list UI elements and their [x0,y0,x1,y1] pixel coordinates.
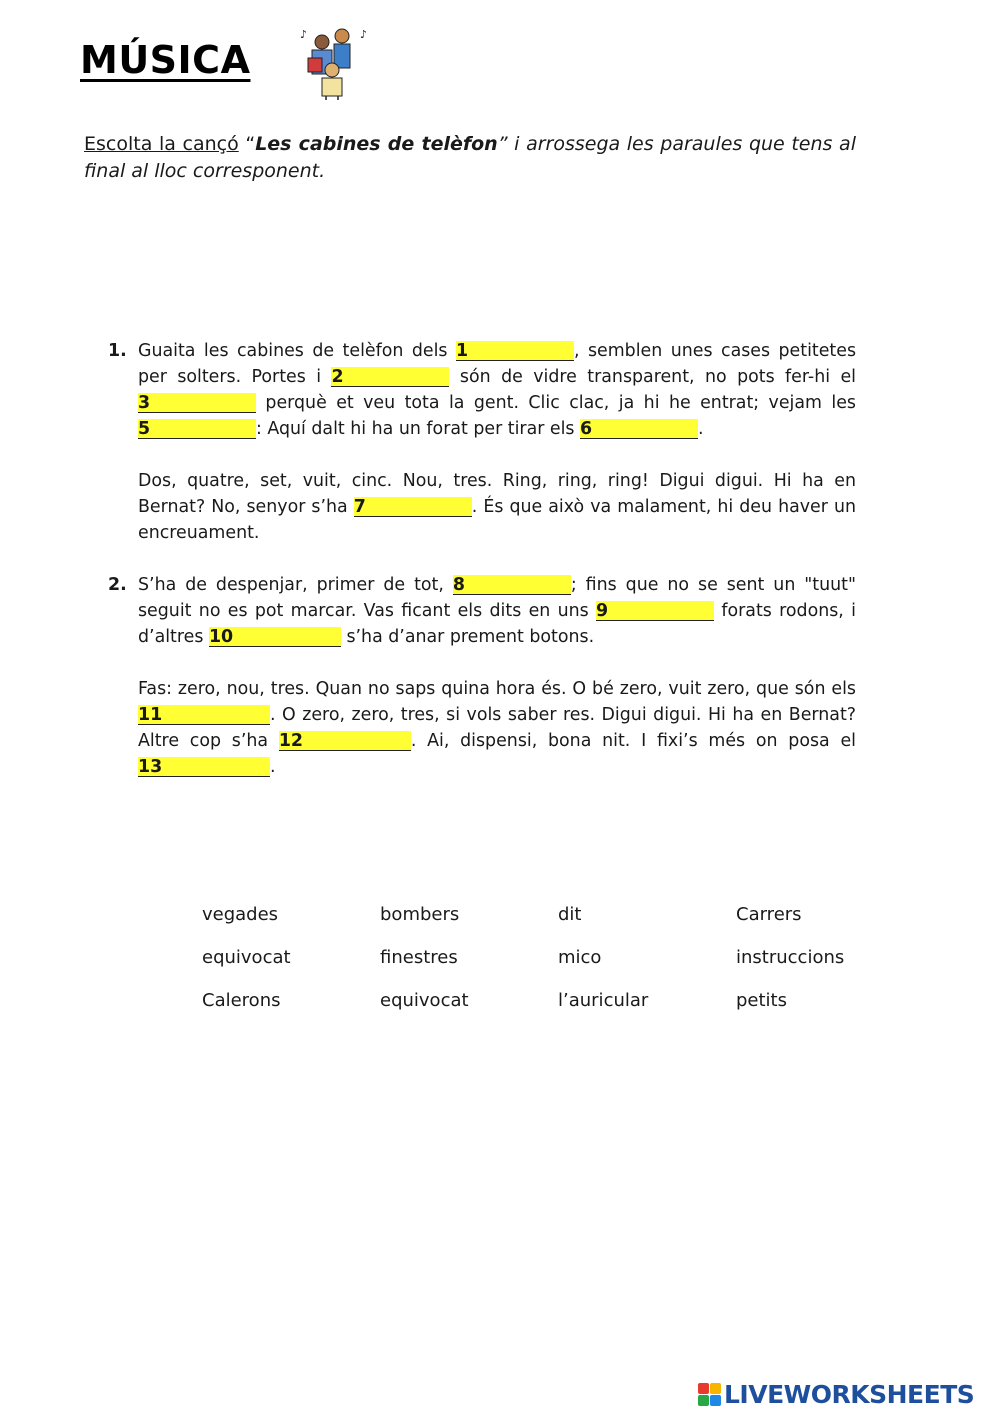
drop-blank-5[interactable]: 5 [138,419,256,439]
word-tile[interactable]: l’auricular [558,990,649,1011]
item-number: 1. [108,341,127,361]
word-bank [202,903,902,1013]
drop-blank-8[interactable]: 8 [453,575,571,595]
word-tile[interactable]: equivocat [202,947,291,968]
page-title: MÚSICA [80,38,251,82]
word-tile[interactable]: mico [558,947,602,968]
svg-text:♪: ♪ [300,28,308,41]
logo-mark-icon [698,1383,721,1406]
quote-open: “ [238,133,256,155]
liveworksheets-logo [698,1379,974,1409]
instruction-text [84,131,856,185]
word-tile[interactable]: finestres [380,947,458,968]
drop-blank-1[interactable]: 1 [456,341,574,361]
word-tile[interactable]: instruccions [736,947,845,968]
word-tile[interactable]: petits [736,990,787,1011]
word-tile[interactable]: bombers [380,904,460,925]
word-tile[interactable]: equivocat [380,990,469,1011]
logo-text: LIVEWORKSHEETS [724,1379,975,1409]
drop-blank-11[interactable]: 11 [138,705,270,725]
song-title: Les cabines de telèfon [255,133,498,155]
exercise-item-2 [108,572,856,780]
drop-blank-6[interactable]: 6 [580,419,698,439]
exercise-item-1 [108,338,856,546]
svg-text:♪: ♪ [360,28,368,41]
lyrics-exercise [108,338,856,780]
drop-blank-2[interactable]: 2 [331,367,449,387]
instruction-verb: Escolta la cançó [84,133,239,155]
lyrics-paragraph: Fas: zero, nou, tres. Quan no saps quina hora és. O bé zero, vuit zero, que són els 11 . O zero, zero, tres, si vols saber res. Digui digui. Hi ha en Bernat? Altre cop s’ha 12 . Ai, dispensi, bona nit. I fixi’s més on posa el 13 . [138,679,856,777]
drop-blank-7[interactable]: 7 [354,497,472,517]
lyrics-paragraph: Dos, quatre, set, vuit, cinc. Nou, tres. Ring, ring, ring! Digui digui. Hi ha en Bernat? No, senyor s’ha 7 . És que això va malament, hi deu haver un encreuament. [138,471,857,543]
word-tile[interactable]: vegades [202,904,279,925]
word-tile[interactable]: dit [558,904,582,925]
word-tile[interactable]: Carrers [736,904,802,925]
drop-blank-10[interactable]: 10 [209,627,341,647]
word-tile[interactable]: Calerons [202,990,281,1011]
lyrics-paragraph: Guaita les cabines de telèfon dels 1 , semblen unes cases petitetes per solters. Portes i 2 són de vidre transparent, no pots fer-hi el 3 perquè et veu tota la gent. Clic clac, ja hi he entrat; vejam les 5 : Aquí dalt hi ha un forat per tirar els 6 . [138,341,857,439]
instruction-rest: ” i arrossega les paraules que tens al final al lloc corresponent. [84,133,856,182]
drop-blank-12[interactable]: 12 [279,731,411,751]
drop-blank-3[interactable]: 3 [138,393,256,413]
item-number: 2. [108,575,127,595]
drop-blank-13[interactable]: 13 [138,757,270,777]
singers-icon [298,24,372,100]
lyrics-paragraph: S’ha de despenjar, primer de tot, 8 ; fins que no se sent un "tuut" seguit no es pot marcar. Vas ficant els dits en uns 9 forats rodons, i d’altres 10 s’ha d’anar prement botons. [138,575,856,647]
drop-blank-9[interactable]: 9 [596,601,714,621]
